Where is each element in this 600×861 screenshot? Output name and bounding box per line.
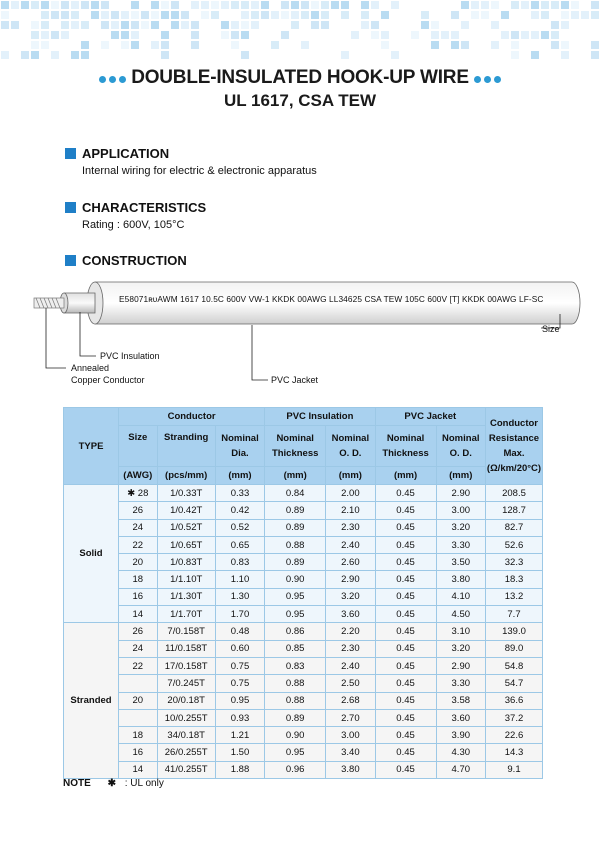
- cell-size: 22: [119, 657, 158, 674]
- cell-size: 24: [119, 519, 158, 536]
- cell-size: 22: [119, 536, 158, 553]
- cell-jac-od: 4.70: [436, 761, 485, 778]
- section-application: [65, 146, 169, 161]
- cell-jac-od: 4.50: [436, 606, 485, 623]
- table-row: [64, 744, 543, 761]
- cell-jac-od: 2.90: [436, 485, 485, 502]
- cell-jac-od: 3.20: [436, 519, 485, 536]
- cell-size: 18: [119, 727, 158, 744]
- cell-dia: 0.52: [215, 519, 264, 536]
- header-nominal-dia: [215, 426, 264, 467]
- header-type: TYPE: [64, 408, 119, 485]
- cell-jac-t: 0.45: [375, 761, 436, 778]
- cell-ins-t: 0.95: [265, 588, 326, 605]
- cell-size: 20: [119, 554, 158, 571]
- cell-ins-od: 2.00: [326, 485, 375, 502]
- cell-size: ✱ 28: [119, 485, 158, 502]
- note: [63, 778, 164, 789]
- title-dots-left-icon: [97, 67, 127, 89]
- cell-jac-od: 3.90: [436, 727, 485, 744]
- cell-stranding: 7/0.158T: [157, 623, 215, 640]
- cell-jac-t: 0.45: [375, 692, 436, 709]
- cell-dia: 0.83: [215, 554, 264, 571]
- table-row: [64, 519, 543, 536]
- cell-stranding: 34/0.18T: [157, 727, 215, 744]
- cell-ins-od: 3.00: [326, 727, 375, 744]
- header-resistance-l4: (Ω/km/20°C): [486, 463, 542, 474]
- cell-jac-od: 3.30: [436, 536, 485, 553]
- hdr-od: O. D.: [449, 448, 472, 459]
- cell-dia: 0.75: [215, 675, 264, 692]
- cell-ins-t: 0.96: [265, 761, 326, 778]
- cell-stranding: 1/0.33T: [157, 485, 215, 502]
- cell-ins-t: 0.89: [265, 502, 326, 519]
- table-row: [64, 657, 543, 674]
- cell-ins-t: 0.95: [265, 744, 326, 761]
- header-resistance: [486, 408, 543, 485]
- characteristics-text: Rating : 600V, 105°C: [82, 219, 185, 231]
- cell-ins-od: 2.50: [326, 675, 375, 692]
- cell-ins-od: 2.60: [326, 554, 375, 571]
- table-row: [64, 709, 543, 726]
- hdr-nom: Nominal: [442, 433, 480, 444]
- hdr-nom: Nominal: [386, 433, 425, 444]
- cell-size: 14: [119, 761, 158, 778]
- hdr-dia: Dia.: [231, 448, 249, 459]
- cell-ins-od: 2.20: [326, 623, 375, 640]
- cell-jac-od: 4.10: [436, 588, 485, 605]
- cell-stranding: 1/1.10T: [157, 571, 215, 588]
- cell-jac-od: 3.10: [436, 623, 485, 640]
- cell-ins-t: 0.85: [265, 640, 326, 657]
- cell-dia: 1.70: [215, 606, 264, 623]
- cell-jac-t: 0.45: [375, 536, 436, 553]
- header-awg-unit: (AWG): [119, 467, 158, 485]
- cell-size: 16: [119, 588, 158, 605]
- cell-jac-od: 3.60: [436, 709, 485, 726]
- hdr-thickness: Thickness: [271, 448, 319, 459]
- cell-jac-t: 0.45: [375, 744, 436, 761]
- cell-size: 18: [119, 571, 158, 588]
- cell-ins-t: 0.88: [265, 675, 326, 692]
- cell-res: 52.6: [486, 536, 543, 553]
- header-pcs-unit: (pcs/mm): [157, 467, 215, 485]
- cell-jac-od: 3.50: [436, 554, 485, 571]
- conductor-label-line1: Annealed: [71, 363, 110, 373]
- cell-dia: 1.30: [215, 588, 264, 605]
- note-label: NOTE: [63, 778, 91, 789]
- header-mm-unit: (mm): [326, 467, 375, 485]
- cell-jac-t: 0.45: [375, 502, 436, 519]
- section-construction: [65, 253, 187, 268]
- header-resistance-l1: Conductor: [489, 418, 539, 429]
- cell-ins-t: 0.83: [265, 657, 326, 674]
- pvc-insulation-label: PVC Insulation: [100, 351, 160, 361]
- cell-ins-od: 2.40: [326, 536, 375, 553]
- header-ins-thickness: [265, 426, 326, 467]
- cell-dia: 0.42: [215, 502, 264, 519]
- page-subtitle: UL 1617, CSA TEW: [223, 91, 377, 110]
- cell-jac-t: 0.45: [375, 519, 436, 536]
- cell-size: 26: [119, 623, 158, 640]
- cell-dia: 0.65: [215, 536, 264, 553]
- cell-jac-od: 3.00: [436, 502, 485, 519]
- application-text: Internal wiring for electric & electronic apparatus: [82, 165, 317, 177]
- specification-table: [63, 407, 543, 779]
- cell-ins-t: 0.90: [265, 571, 326, 588]
- table-row: [64, 640, 543, 657]
- cell-stranding: 1/0.52T: [157, 519, 215, 536]
- cell-ins-od: 3.60: [326, 606, 375, 623]
- cell-res: 9.1: [486, 761, 543, 778]
- header-jac-od: [436, 426, 485, 467]
- cell-size: 14: [119, 606, 158, 623]
- copper-conductor-strands: [34, 298, 64, 308]
- header-conductor: Conductor: [119, 408, 265, 426]
- hdr-thickness: Thickness: [382, 448, 429, 459]
- cell-dia: 0.60: [215, 640, 264, 657]
- cell-res: 32.3: [486, 554, 543, 571]
- section-square-icon: [65, 202, 76, 213]
- table-row: [64, 571, 543, 588]
- cell-res: 13.2: [486, 588, 543, 605]
- cell-ins-od: 2.30: [326, 519, 375, 536]
- cell-jac-od: 4.30: [436, 744, 485, 761]
- cell-ins-t: 0.86: [265, 623, 326, 640]
- table-row: [64, 623, 543, 640]
- section-square-icon: [65, 148, 76, 159]
- cell-dia: 1.10: [215, 571, 264, 588]
- header-pvc-insulation: PVC Insulation: [265, 408, 375, 426]
- cell-dia: 1.50: [215, 744, 264, 761]
- cell-res: 54.8: [486, 657, 543, 674]
- cell-jac-t: 0.45: [375, 727, 436, 744]
- hdr-od: O. D.: [339, 448, 362, 459]
- cell-stranding: 1/0.83T: [157, 554, 215, 571]
- cell-dia: 0.95: [215, 692, 264, 709]
- header-resistance-l2: Resistance: [488, 433, 540, 444]
- cell-jac-t: 0.45: [375, 709, 436, 726]
- cell-stranding: 1/0.65T: [157, 536, 215, 553]
- cell-ins-od: 2.10: [326, 502, 375, 519]
- cell-ins-t: 0.89: [265, 554, 326, 571]
- cell-res: 7.7: [486, 606, 543, 623]
- cell-res: 18.3: [486, 571, 543, 588]
- pvc-insulation-shape: [64, 293, 95, 313]
- table-row: [64, 692, 543, 709]
- section-heading: APPLICATION: [82, 146, 170, 161]
- header-stranding: Stranding: [157, 426, 215, 467]
- note-symbol: ✱: [107, 778, 116, 789]
- title-dots-right-icon: [473, 67, 503, 89]
- cell-ins-t: 0.88: [265, 536, 326, 553]
- note-text: : UL only: [124, 778, 164, 789]
- header-ins-od: [326, 426, 375, 467]
- cell-size: [119, 675, 158, 692]
- table-row: [64, 727, 543, 744]
- header-pvc-jacket: PVC Jacket: [375, 408, 485, 426]
- header-mm-unit: (mm): [265, 467, 326, 485]
- cell-stranding: 10/0.255T: [157, 709, 215, 726]
- header-mm-unit: (mm): [436, 467, 485, 485]
- hdr-nom: Nominal: [276, 433, 314, 444]
- cell-ins-t: 0.90: [265, 727, 326, 744]
- cell-dia: 1.88: [215, 761, 264, 778]
- cell-dia: 0.93: [215, 709, 264, 726]
- cell-dia: 0.48: [215, 623, 264, 640]
- cell-ins-od: 2.68: [326, 692, 375, 709]
- cell-ins-od: 2.30: [326, 640, 375, 657]
- type-cell: Solid: [64, 485, 119, 623]
- cell-jac-t: 0.45: [375, 623, 436, 640]
- hdr-nom: Nominal: [331, 433, 370, 444]
- table-row: [64, 554, 543, 571]
- header-size: Size: [119, 426, 158, 467]
- cell-jac-t: 0.45: [375, 588, 436, 605]
- cell-ins-od: 3.80: [326, 761, 375, 778]
- cell-jac-t: 0.45: [375, 571, 436, 588]
- cell-res: 54.7: [486, 675, 543, 692]
- cell-res: 208.5: [486, 485, 543, 502]
- cell-res: 89.0: [486, 640, 543, 657]
- cell-size: [119, 709, 158, 726]
- section-heading: CHARACTERISTICS: [82, 200, 207, 215]
- table-row: [64, 536, 543, 553]
- cell-dia: 0.75: [215, 657, 264, 674]
- type-cell: Stranded: [64, 623, 119, 779]
- cell-jac-t: 0.45: [375, 554, 436, 571]
- cell-stranding: 1/0.42T: [157, 502, 215, 519]
- cell-res: 14.3: [486, 744, 543, 761]
- cell-stranding: 1/1.30T: [157, 588, 215, 605]
- cell-stranding: 26/0.255T: [157, 744, 215, 761]
- wire-surface-print: E58071ʀᴜAWM 1617 10.5C 600V VW-1 KKDK 00AWG LL34625 CSA TEW 105C 600V [T] KKDK 00AWG LF-SC: [119, 294, 544, 304]
- cell-ins-od: 2.40: [326, 657, 375, 674]
- cell-size: 24: [119, 640, 158, 657]
- cell-ins-t: 0.88: [265, 692, 326, 709]
- cell-ins-t: 0.89: [265, 519, 326, 536]
- cell-stranding: 11/0.158T: [157, 640, 215, 657]
- section-square-icon: [65, 255, 76, 266]
- cell-jac-t: 0.45: [375, 657, 436, 674]
- header-jac-thickness: [375, 426, 436, 467]
- header-mm-unit: (mm): [215, 467, 264, 485]
- cell-jac-t: 0.45: [375, 606, 436, 623]
- table-row: [64, 761, 543, 778]
- table-row: [64, 588, 543, 605]
- cell-jac-od: 3.80: [436, 571, 485, 588]
- cell-ins-t: 0.95: [265, 606, 326, 623]
- cell-jac-t: 0.45: [375, 640, 436, 657]
- table-row: [64, 606, 543, 623]
- cell-ins-od: 3.20: [326, 588, 375, 605]
- cell-jac-od: 3.58: [436, 692, 485, 709]
- cell-res: 37.2: [486, 709, 543, 726]
- table-row: [64, 485, 543, 502]
- cell-ins-od: 2.90: [326, 571, 375, 588]
- cell-stranding: 20/0.18T: [157, 692, 215, 709]
- size-label: Size: [542, 324, 560, 334]
- cell-res: 128.7: [486, 502, 543, 519]
- cell-ins-t: 0.89: [265, 709, 326, 726]
- page-title: [0, 67, 600, 89]
- cell-jac-od: 3.20: [436, 640, 485, 657]
- page-title-text: DOUBLE-INSULATED HOOK-UP WIRE: [131, 67, 469, 89]
- cell-res: 22.6: [486, 727, 543, 744]
- cell-size: 16: [119, 744, 158, 761]
- cell-jac-od: 2.90: [436, 657, 485, 674]
- cell-ins-od: 2.70: [326, 709, 375, 726]
- cell-jac-t: 0.45: [375, 485, 436, 502]
- table-row: [64, 502, 543, 519]
- cell-dia: 1.21: [215, 727, 264, 744]
- cell-stranding: 7/0.245T: [157, 675, 215, 692]
- cell-res: 82.7: [486, 519, 543, 536]
- cell-stranding: 1/1.70T: [157, 606, 215, 623]
- hdr-nom: Nominal: [221, 433, 259, 444]
- table-row: [64, 675, 543, 692]
- conductor-label-line2: Copper Conductor: [71, 375, 145, 385]
- cell-jac-od: 3.30: [436, 675, 485, 692]
- cell-size: 20: [119, 692, 158, 709]
- header-resistance-l3: Max.: [503, 448, 525, 459]
- cell-stranding: 41/0.255T: [157, 761, 215, 778]
- cell-size: 26: [119, 502, 158, 519]
- cell-stranding: 17/0.158T: [157, 657, 215, 674]
- section-heading: CONSTRUCTION: [82, 253, 187, 268]
- cell-ins-t: 0.84: [265, 485, 326, 502]
- section-characteristics: [65, 200, 206, 215]
- pvc-jacket-label: PVC Jacket: [271, 375, 319, 385]
- cell-res: 139.0: [486, 623, 543, 640]
- cell-jac-t: 0.45: [375, 675, 436, 692]
- cell-res: 36.6: [486, 692, 543, 709]
- cell-ins-od: 3.40: [326, 744, 375, 761]
- cell-dia: 0.33: [215, 485, 264, 502]
- header-mm-unit: (mm): [375, 467, 436, 485]
